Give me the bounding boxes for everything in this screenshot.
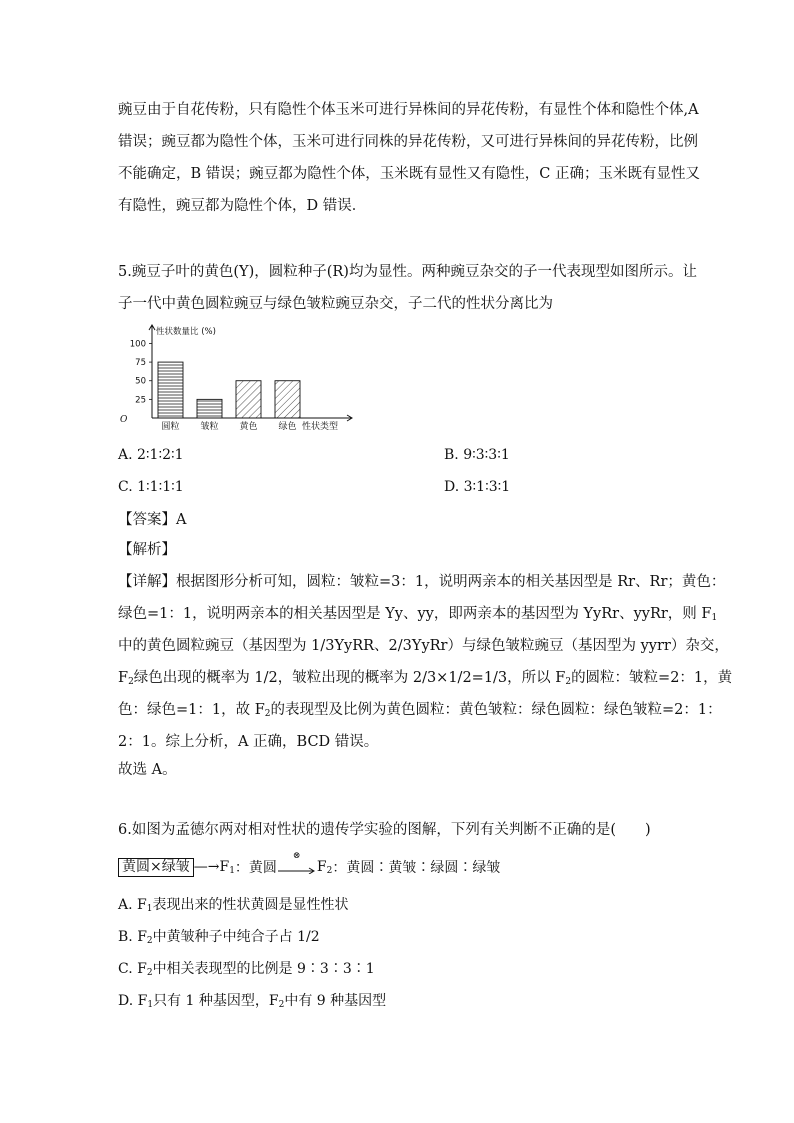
subscript: 1 [229,866,235,876]
option-text: 表现出来的性状黄圆是显性性状 [152,897,349,913]
chart-svg [118,322,358,434]
y-axis-label: 性状数量比 (%) [156,327,216,337]
detail-text: 绿色出现的概率为 1/2，皱粒出现的概率为 2/3×1/2=1/3，所以 F [133,670,566,686]
bar-chart [118,322,358,434]
text-line: 豌豆由于自花传粉，只有隐性个体玉米可进行异株间的异花传粉，有显性个体和隐性个体,A [118,102,699,118]
detail-line: 故选 A。 [118,762,177,778]
answer-label: 【答案】A [118,512,187,528]
option-c[interactable] [118,958,375,978]
detail-text: 色：绿色=1：1，故 F [118,702,265,718]
detail-text: 的圆粒：皱粒=2：1，黄 [571,670,733,686]
x-tick-label: 皱粒 [200,422,219,432]
analysis-label: 【解析】 [118,542,176,558]
subscript: 1 [147,1000,154,1010]
detail-line: 中的黄色圆粒豌豆（基因型为 1/3YyRR、2/3YyRr）与绿色皱粒豌豆（基因型为 yyrr）杂交， [118,638,729,654]
origin-label: O [120,415,128,425]
diagram-arrow [194,859,277,875]
subscript: 1 [146,904,153,914]
detail-line [118,668,733,688]
option-b[interactable] [118,926,320,946]
x-tick-label: 黄色 [239,422,258,432]
bar-3 [236,381,261,418]
detail-line: 2：1。综上分析，A 正确，BCD 错误。 [118,734,379,750]
option-text: D. F [118,993,148,1009]
subscript: 2 [278,1000,285,1010]
y-tick-label: 25 [135,395,146,406]
diagram-text: F [316,859,327,875]
detail-text: F [118,670,129,686]
x-tick-label: 圆粒 [161,422,180,432]
option-a[interactable] [118,894,348,914]
bar-2 [197,399,222,418]
option-text: 中有 9 种基因型 [284,993,387,1009]
question-6-stem: 6.如图为孟德尔两对相对性状的遗传学实验的图解，下列有关判断不正确的是( ) [118,822,651,838]
bar-4 [275,381,300,418]
subscript: 2 [128,677,134,687]
detail-text: 的表现型及比例为黄色圆粒：黄色皱粒：绿色圆粒：绿色皱粒=2：1： [270,702,722,718]
option-d[interactable] [118,990,386,1010]
option-d[interactable]: D. 3∶1∶3∶1 [444,479,511,495]
self-cross-icon: ⊗ [292,851,301,861]
x-tick-label: 绿色 [278,422,297,432]
text-line: 不能确定，B 错误；豌豆都为隐性个体，玉米既有显性又有隐性，C 正确；玉米既有显性又 [118,166,700,182]
x-axis-label: 性状类型 [302,422,339,432]
bar-1 [158,362,183,418]
option-b[interactable]: B. 9∶3∶3∶1 [444,447,510,463]
diagram-text: ：黄圆∶黄皱∶绿圆∶绿皱 [332,860,501,876]
option-text: 只有 1 种基因型，F [153,993,279,1009]
y-tick-label: 50 [135,376,146,387]
question-5-stem: 子一代中黄色圆粒豌豆与绿色皱粒豌豆杂交，子二代的性状分离比为 [118,296,553,312]
text-line: 有隐性，豌豆都为隐性个体，D 错误． [118,198,367,214]
subscript: 2 [146,936,153,946]
text-line: 错误；豌豆都为隐性个体，玉米可进行同株的异花传粉，又可进行异株间的异花传粉，比例 [118,134,698,150]
detail-line: 【详解】根据图形分析可知，圆粒：皱粒=3：1，说明两亲本的相关基因型是 Rr、Rr；黄色： [118,574,726,590]
detail-line [118,604,718,624]
option-text: 中相关表现型的比例是 9∶3∶3∶1 [152,961,375,977]
subscript: 2 [565,677,572,687]
selfing-arrow [277,851,317,874]
y-tick-label: 75 [135,358,146,369]
option-c[interactable]: C. 1∶1∶1∶1 [118,479,184,495]
cross-diagram [118,851,501,879]
option-a[interactable]: A. 2∶1∶2∶1 [118,447,184,463]
option-text: C. F [118,961,147,977]
subscript: 2 [146,968,153,978]
detail-line [118,700,722,720]
arrow-text: —→F [193,859,230,875]
option-text: 中黄皱种子中纯合子占 1/2 [152,929,320,945]
option-text: B. F [118,929,147,945]
y-tick-label: 100 [129,339,146,350]
subscript: 1 [711,613,718,623]
detail-text: 绿色=1：1，说明两亲本的相关基因型是 Yy、yy，即两亲本的基因型为 YyRr、yyRr，则 F [118,606,712,622]
diagram-text: ：黄圆 [234,860,277,876]
option-text: A. F [118,897,147,913]
question-5-stem: 5.豌豆子叶的黄色(Y)，圆粒种子(R)均为显性。两种豌豆杂交的子一代表现型如图所示。让 [118,264,697,280]
subscript: 2 [326,866,333,876]
subscript: 2 [264,709,271,719]
arrow-icon [277,860,317,874]
parent-cross-box: 黄圆×绿皱 [118,858,194,877]
